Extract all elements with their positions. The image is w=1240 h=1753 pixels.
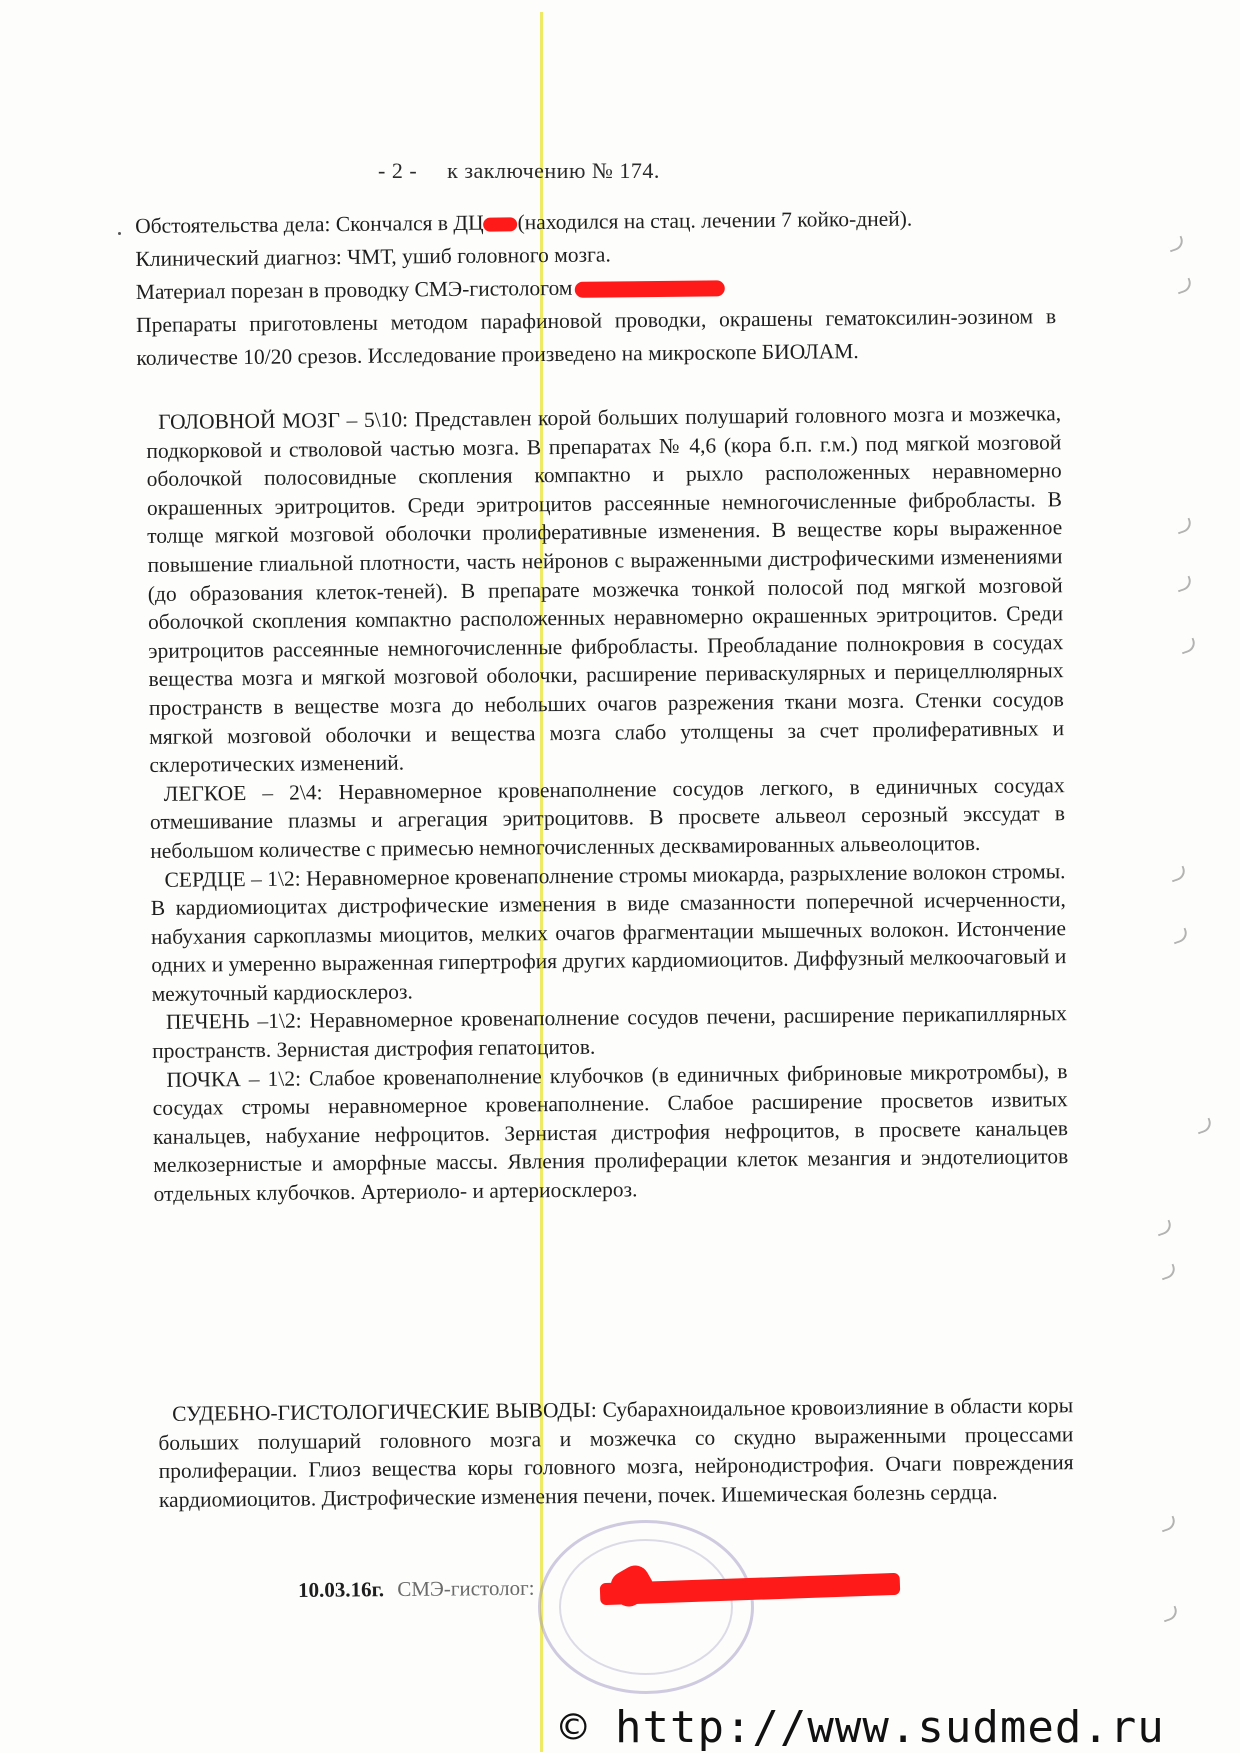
margin-tick [1154, 1220, 1173, 1237]
conclusion-text: Субарахноидальное кровоизлияние в области коры больших полушарий головного мозга и мозжечка со скудно выраженными процессами пролиферации. Глиоз вещества коры головного мозга, нейронодистрофия. Очаги повреждения кардиомиоцитов. Дистрофические изменения печени, почек. Ишемическая болезнь сердца. [158, 1393, 1074, 1512]
signature-date: 10.03.16г. [298, 1577, 385, 1602]
margin-tick [1158, 1516, 1177, 1533]
round-stamp [538, 1520, 754, 1694]
finding-brain: ГОЛОВНОЙ МОЗГ – 5\10: Представлен корой больших полушарий головного мозга и мозжечка, подкорковой и стволовой частью мозга. В препаратах № 4,6 (кора б.п. г.м.) под мягкой мозговой оболочкой полосовидные скопления компактно и рыхло расположенных неравномерно окрашенных эритроцитов. Среди эритроцитов рассеянные немногочисленные фибробласты. В толще мягкой мозговой оболочки пролиферативные изменения. В веществе коры выраженное повышение глиальной плотности, часть нейронов с выраженными дистрофическими изменениями (до образования клеток-теней). В препарате мозжечка тонкой полосой под мягкой мозговой оболочкой скопления компактно расположенных неравномерно окрашенных эритроцитов. Среди эритроцитов рассеянные немногочисленные фибробласты. Преобладание полнокровия в сосудах вещества мозга и мягкой мозговой оболочки, расширение периваскулярных и перицеллюлярных пространств в веществе мозга до небольших очагов разрежения ткани мозга. Стенки сосудов мягкой мозговой оболочки и вещества мозга слабо утолщены за счет пролиферативных и склеротических изменений. [146, 401, 1065, 778]
margin-tick [1174, 576, 1193, 593]
forensic-conclusion [158, 1391, 1074, 1514]
clinical-diagnosis: Клинический диагноз: ЧМТ, ушиб головного мозга. [135, 242, 611, 271]
finding-kidney: ПОЧКА – 1\2: Слабое кровенаполнение клубочков (в единичных фибриновые микротромбы), в сосудах стромы неравномерное кровенаполнение. Слабое расширение просветов извитых канальцев, набухание нефроцитов. Зернистая дистрофия нефроцитов, в просвете канальцев мелкозернистые и аморфные массы. Явления пролиферации клеток мезангия и эндотелиоцитов отдельных клубочков. Артериоло- и артериосклероз. [152, 1058, 1069, 1206]
margin-tick [1174, 278, 1193, 295]
findings-section [146, 399, 1069, 1208]
conclusion-heading: СУДЕБНО-ГИСТОЛОГИЧЕСКИЕ ВЫВОДЫ: [172, 1397, 597, 1426]
site-watermark: © http://www.sudmed.ru [560, 1702, 1165, 1753]
scan-dot [118, 232, 121, 235]
signature-role: СМЭ-гистолог: [397, 1575, 535, 1602]
case-intro [135, 201, 1057, 375]
margin-tick [1168, 866, 1187, 883]
preparation-text: Препараты приготовлены методом парафиновой проводки, окрашены гематоксилин-эозином в количестве 10/20 срезов. Исследование произведено на микроскопе БИОЛАМ. [135, 304, 1057, 370]
margin-tick [1170, 928, 1189, 945]
margin-tick [1178, 638, 1197, 655]
margin-tick [1166, 236, 1185, 253]
conclusion-reference: к заключению № 174. [447, 158, 660, 183]
redaction-mark [574, 280, 724, 297]
finding-lung: ЛЕГКОЕ – 2\4: Неравномерное кровенаполнение сосудов легкого, в единичных сосудах отмешивание плазмы и агрегация эритроцитовв. В просвете альвеол серозный экссудат в небольшом количестве с примесью немногочисленных десквамированных альвеолоцитов. [149, 772, 1066, 863]
margin-tick [1174, 518, 1193, 535]
margin-tick [1160, 1606, 1179, 1623]
margin-tick [1158, 1264, 1177, 1281]
material-line: Материал порезан в проводку СМЭ-гистологом [136, 267, 1056, 309]
signature-line [298, 1576, 535, 1603]
redaction-mark [483, 217, 517, 231]
circumstances-line: Обстоятельства дела: Скончался в ДЦ (находился на стац. лечении 7 койко-дней). [135, 206, 913, 238]
page-number: - 2 - [378, 158, 418, 183]
margin-tick [1194, 1118, 1213, 1135]
finding-liver: ПЕЧЕНЬ –1\2: Неравномерное кровенаполнение сосудов печени, расширение перикапиллярных пространств. Зернистая дистрофия гепатоцитов. [152, 1001, 1067, 1064]
page-header [378, 158, 660, 184]
finding-heart: СЕРДЦЕ – 1\2: Неравномерное кровенаполнение стромы миокарда, разрыхление волокон стромы. В кардиомиоцитах дистрофические изменения в виде смазанности поперечной исчерченности, набухания саркоплазмы миоцитов, мелких очагов фрагментации мышечных волокон. Истончение одних и умеренно выраженная гипертрофия других кардиомиоцитов. Диффузный мелкоочаговый и межуточный кардиосклероз. [150, 858, 1067, 1006]
